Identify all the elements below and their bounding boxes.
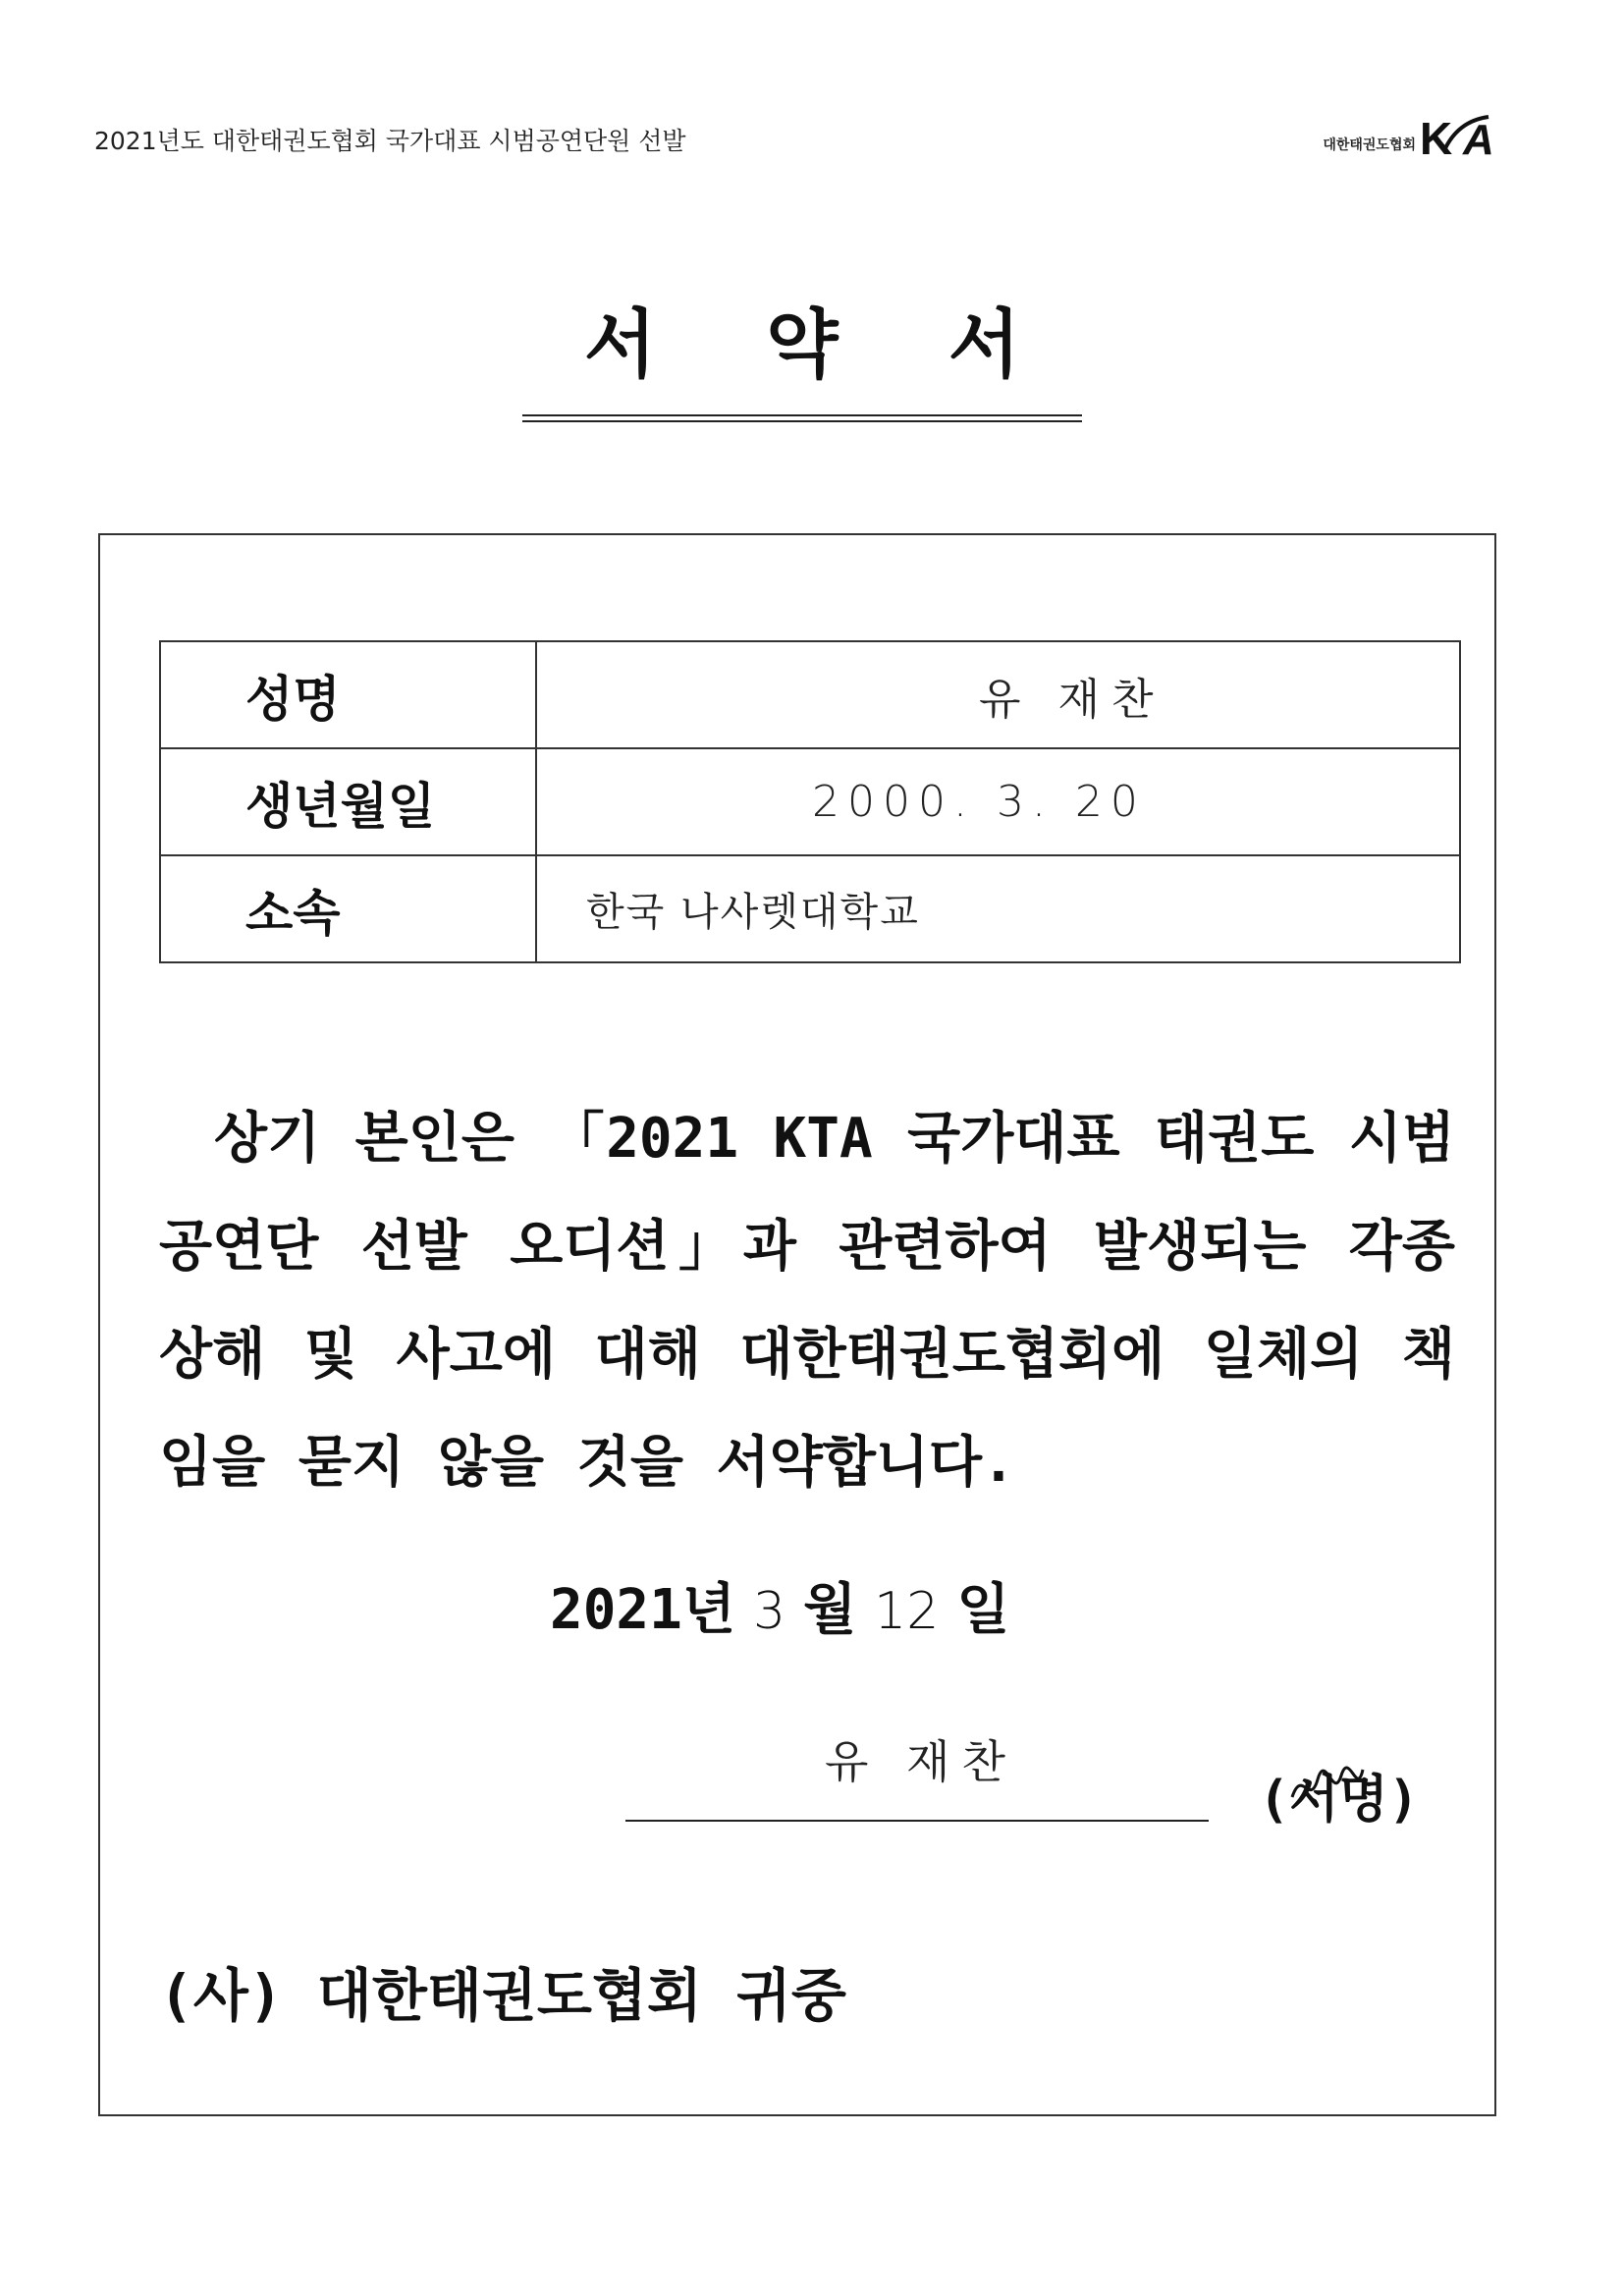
table-row: [160, 748, 1460, 855]
document-header: 2021년도 대한태권도협회 국가대표 시범공연단원 선발: [94, 127, 686, 155]
title-char-3: 서: [947, 301, 1021, 388]
date-year: 2021년: [550, 1578, 735, 1642]
svg-text:A: A: [1463, 116, 1494, 160]
title-char-1: 서: [583, 301, 657, 388]
addressee: (사) 대한태권도협회 귀중: [159, 1962, 846, 2029]
birthdate-value: 2000. 3. 20: [812, 777, 1146, 827]
date-month-unit: 월: [803, 1578, 857, 1642]
document-title: [522, 285, 1082, 392]
name-value-cell: [536, 641, 1460, 748]
date-day-unit: 일: [956, 1578, 1010, 1642]
kta-logo-mark: [1420, 113, 1510, 160]
signature-scribble-icon: [1288, 1758, 1367, 1817]
pledge-text: 상기 본인은 「2021 KTA 국가대표 태권도 시범 공연단 선발 오디션」과 관련하여 발생되는 각종 상해 및 사고에 대해 대한태권도협회에 일체의 책임을 묻지 않을 것을 서약합니다.: [159, 1107, 1455, 1495]
name-value: 유 재찬: [979, 674, 1165, 725]
signature-seal-label: [1259, 1758, 1419, 1831]
birthdate-value-cell: [536, 748, 1460, 855]
date-month: 3: [752, 1582, 786, 1641]
logo-korean-text: 대한태권도협회: [1323, 137, 1416, 153]
birthdate-label: 생년월일: [160, 748, 536, 855]
kta-logo: [1323, 113, 1510, 160]
kta-logo-icon: [1420, 113, 1510, 160]
svg-text:K: K: [1420, 113, 1453, 160]
date-line: [550, 1566, 1009, 1645]
name-label: 성명: [160, 641, 536, 748]
signature-name: 유 재찬: [825, 1735, 1017, 1788]
table-row: [160, 641, 1460, 748]
pledge-body: [159, 1085, 1455, 1517]
affiliation-value: 한국 나사렛대학교: [586, 890, 920, 935]
affiliation-value-cell: [536, 855, 1460, 962]
signature-line: [625, 1820, 1209, 1822]
table-row: [160, 855, 1460, 962]
affiliation-label: 소속: [160, 855, 536, 962]
title-char-2: 약: [766, 301, 839, 388]
info-table: [159, 640, 1461, 963]
seal-label-text: (서명): [1259, 1771, 1420, 1830]
title-underline-second: [522, 420, 1082, 422]
date-day: 12: [874, 1582, 940, 1641]
title-underline: [522, 414, 1082, 416]
